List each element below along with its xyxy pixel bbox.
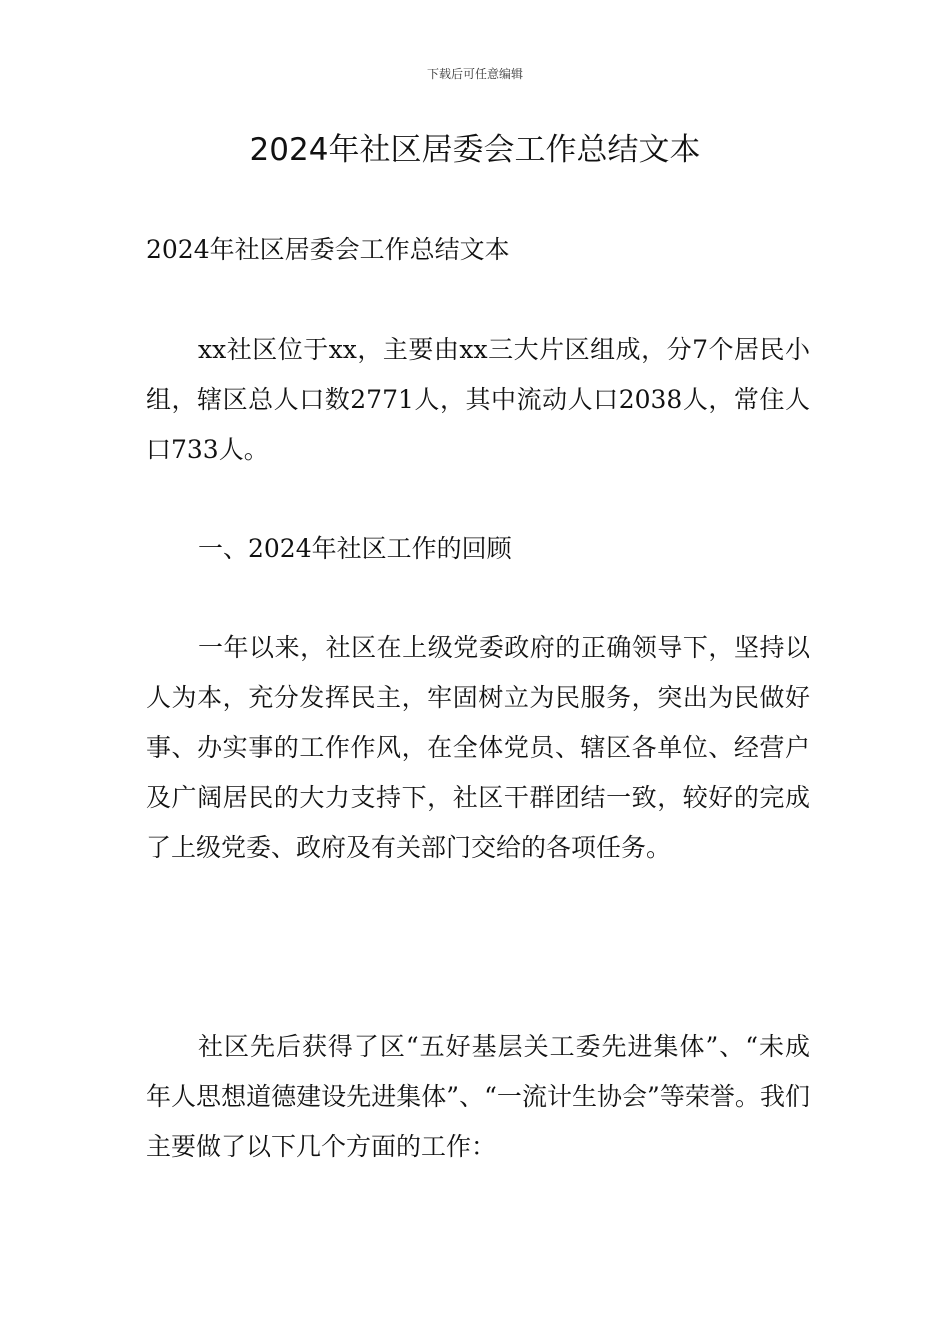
intro-paragraph: xx社区位于xx，主要由xx三大片区组成，分7个居民小组，辖区总人口数2771人，其中流动人口2038人，常住人口733人。 — [146, 335, 810, 464]
subtitle-paragraph: 2024年社区居委会工作总结文本 — [146, 235, 510, 264]
document-title: 2024年社区居委会工作总结文本 — [249, 132, 701, 168]
honors-paragraph: 社区先后获得了区“五好基层关工委先进集体”、“未成年人思想道德建设先进集体”、“一流计生协会”等荣誉。我们主要做了以下几个方面的工作： — [146, 1032, 810, 1161]
review-paragraph: 一年以来，社区在上级党委政府的正确领导下，坚持以人为本，充分发挥民主，牢固树立为民服务，突出为民做好事、办实事的工作作风，在全体党员、辖区各单位、经营户及广阔居民的大力支持下，社区干群团结一致，较好的完成了上级党委、政府及有关部门交给的各项任务。 — [146, 633, 810, 862]
section-heading: 一、2024年社区工作的回顾 — [198, 534, 512, 563]
header-note: 下载后可任意编辑 — [426, 67, 523, 81]
